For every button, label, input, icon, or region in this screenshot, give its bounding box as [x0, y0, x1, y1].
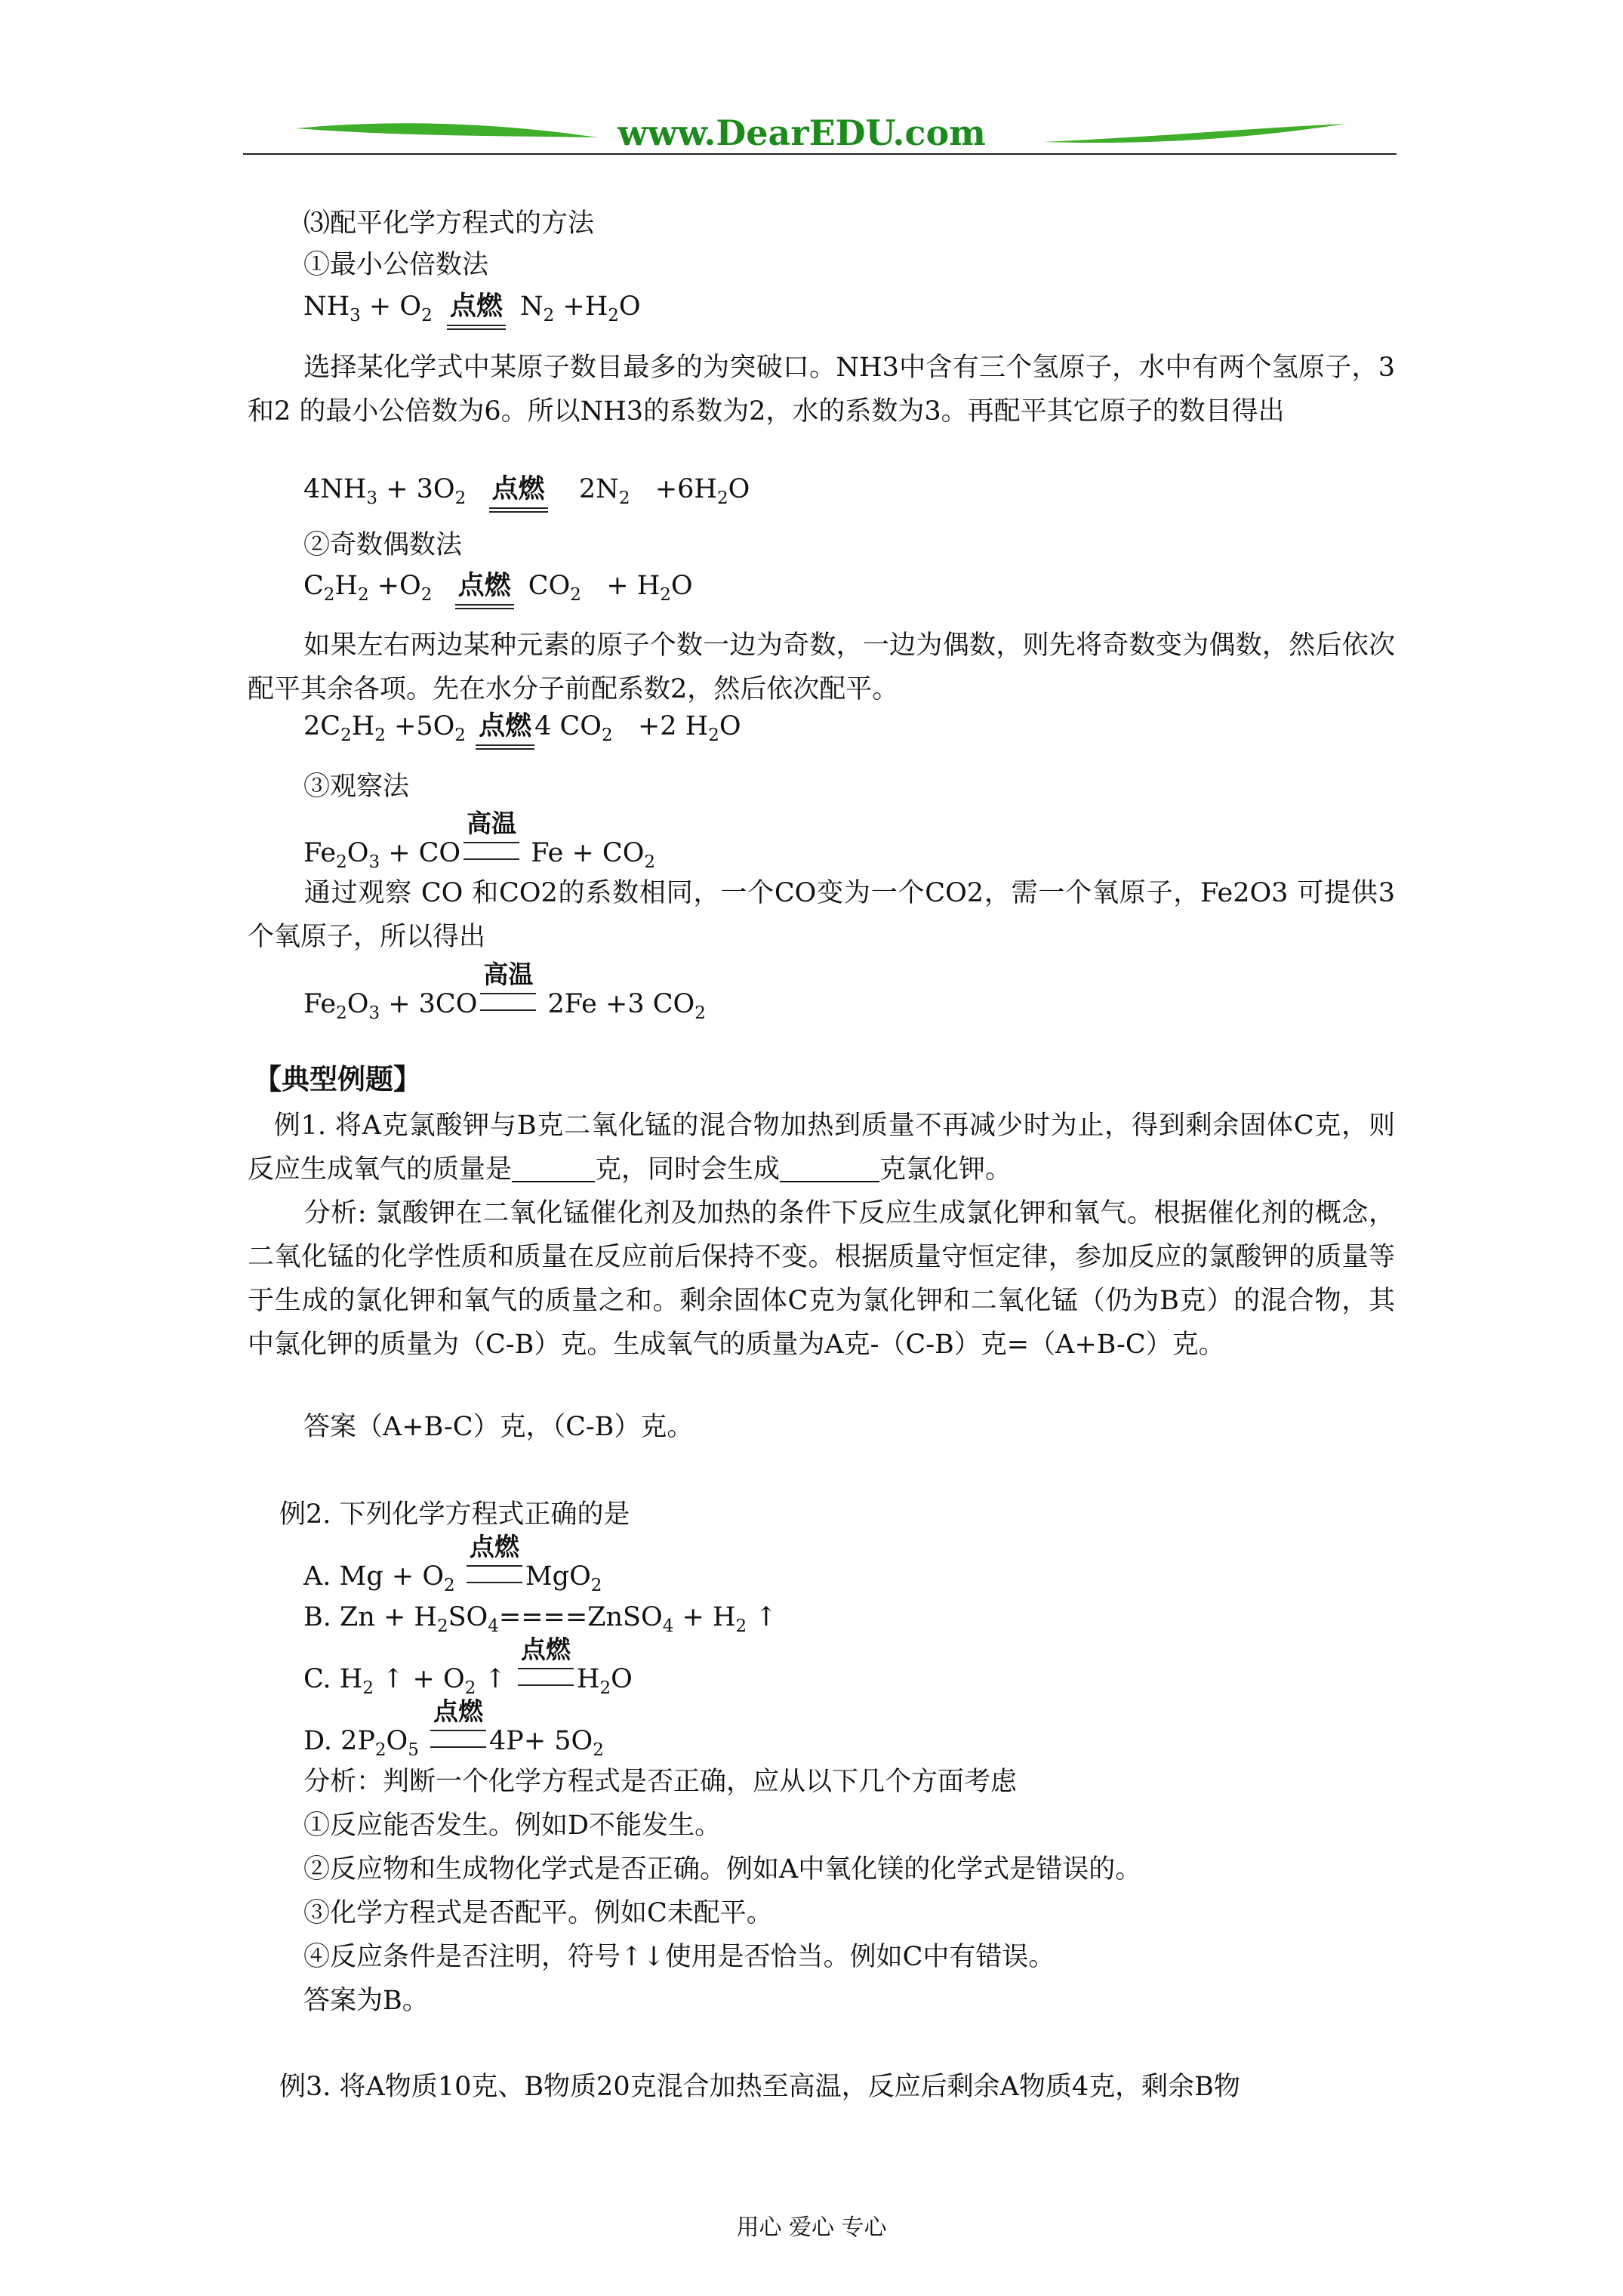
m3-equation-2: $Fe_2O_3 + 3CO$ 高温 2Fe +3 $CO_2$	[303, 986, 706, 1022]
ex2-point-3: ③化学方程式是否配平。例如C未配平。	[303, 1898, 773, 1928]
ex2-option-c: C. $H_2$ ↑ + $O_2$ ↑ 点燃 $H_2O$	[303, 1661, 633, 1697]
ex2-analysis: 分析：判断一个化学方程式是否正确，应从以下几个方面考虑	[303, 1767, 1018, 1797]
ex1-question: 例1. 将A克氯酸钾与B克二氧化锰的混合物加热到质量不再减少时为止，得到剩余固体C克，则反应生成氧气的质量是 克，同时会生成 克氯化钾。	[248, 1111, 1395, 1185]
ex1-answer: 答案（A+B-C）克，（C-B）克。	[303, 1412, 694, 1442]
m1-equation-2: $4NH_3 + 3O_2$ 点燃 $2N_2 +6H_2O$	[303, 471, 750, 513]
equals-sign	[467, 1532, 522, 1583]
equals-sign	[463, 809, 519, 860]
reaction-condition: 点燃	[489, 471, 548, 513]
logo-text: www.DearEDU.com	[617, 112, 986, 153]
answer-blank	[780, 1155, 879, 1182]
m3-equation-1: $Fe_2O_3$ + CO 高温 $Fe + CO_2$	[303, 835, 655, 871]
right-leaf-swoosh	[1043, 124, 1345, 143]
answer-blank	[512, 1155, 595, 1182]
equals-sign	[518, 1635, 574, 1686]
section-title: 【典型例题】	[254, 1062, 421, 1096]
m1-title: ①最小公倍数法	[303, 250, 489, 280]
m1-explanation: 选择某化学式中某原子数目最多的为突破口。NH3中含有三个氢原子，水中有两个氢原子，3和2 的最小公倍数为6。所以NH3的系数为2，水的系数为3。再配平其它原子的数目得出	[248, 353, 1395, 427]
equals-sign	[480, 960, 536, 1011]
header-logo	[243, 106, 1397, 159]
reaction-condition: 点燃	[433, 1697, 484, 1726]
ex1-analysis: 分析: 氯酸钾在二氧化锰催化剂及加热的条件下反应生成氯化钾和氧气。根据催化剂的概念，二氧化锰的化学性质和质量在反应前后保持不变。根据质量守恒定律，参加反应的氯酸钾的质量等于生成的氯化钾和氧气的质量之和。剩余固体C克为氯化钾和二氧化锰（仍为B克）的混合物，其中氯化钾的质量为（C-B）克。生成氧气的质量为A克-（C-B）克=（A+B-C）克。	[248, 1198, 1395, 1360]
ex2-option-a: A. $Mg + O_2$ 点燃 MgO$_2$	[303, 1558, 602, 1595]
method-heading: ⑶配平化学方程式的方法	[303, 208, 595, 239]
m3-explanation: 通过观察 CO 和CO2的系数相同，一个CO变为一个CO2，需一个氧原子，Fe2O3 可提供3个氧原子，所以得出	[248, 878, 1395, 952]
m2-equation-1: $C_2H_2 +O_2$ 点燃 $CO_2 + H_2O$	[303, 568, 693, 609]
equals-sign	[430, 1697, 486, 1748]
reaction-condition: 高温	[483, 960, 534, 989]
reaction-condition: 点燃	[447, 288, 506, 330]
ex2-option-b: B. $Zn + H_2SO_4====ZnSO_4 + H_2$ ↑	[303, 1602, 778, 1636]
reaction-condition: 点燃	[520, 1635, 571, 1664]
ex2-point-4: ④反应条件是否注明，符号↑↓使用是否恰当。例如C中有错误。	[303, 1942, 1055, 1972]
ex3-question: 例3. 将A物质10克、B物质20克混合加热至高温，反应后剩余A物质4克，剩余B物	[279, 2072, 1240, 2102]
ex2-answer: 答案为B。	[303, 1986, 429, 2016]
reaction-condition: 点燃	[476, 708, 534, 750]
ex2-option-d: D. $2P_2O_5$ 点燃 $4P+ 5O_2$	[303, 1723, 604, 1759]
m2-equation-2: $2C_2H_2 +5O_2$ 点燃 4 $CO_2 +2$ $H_2O$	[303, 708, 741, 750]
m1-equation-1: $NH_3 + O_2$ 点燃 $N_2 +H_2O$	[303, 288, 641, 330]
m2-title: ②奇数偶数法	[303, 530, 463, 560]
reaction-condition: 点燃	[469, 1532, 519, 1561]
m2-explanation: 如果左右两边某种元素的原子个数一边为奇数，一边为偶数，则先将奇数变为偶数，然后依次配平其余各项。先在水分子前配系数2，然后依次配平。	[248, 630, 1395, 704]
m3-title: ③观察法	[303, 772, 410, 802]
ex2-point-1: ①反应能否发生。例如D不能发生。	[303, 1811, 722, 1841]
ex2-point-2: ②反应物和生成物化学式是否正确。例如A中氧化镁的化学式是错误的。	[303, 1854, 1142, 1885]
reaction-condition: 高温	[467, 809, 517, 838]
header-rule	[243, 153, 1397, 155]
page-footer: 用心 爱心 专心	[736, 2214, 887, 2241]
ex2-question: 例2. 下列化学方程式正确的是	[279, 1499, 630, 1530]
reaction-condition: 点燃	[455, 568, 514, 609]
left-leaf-swoosh	[296, 123, 598, 137]
